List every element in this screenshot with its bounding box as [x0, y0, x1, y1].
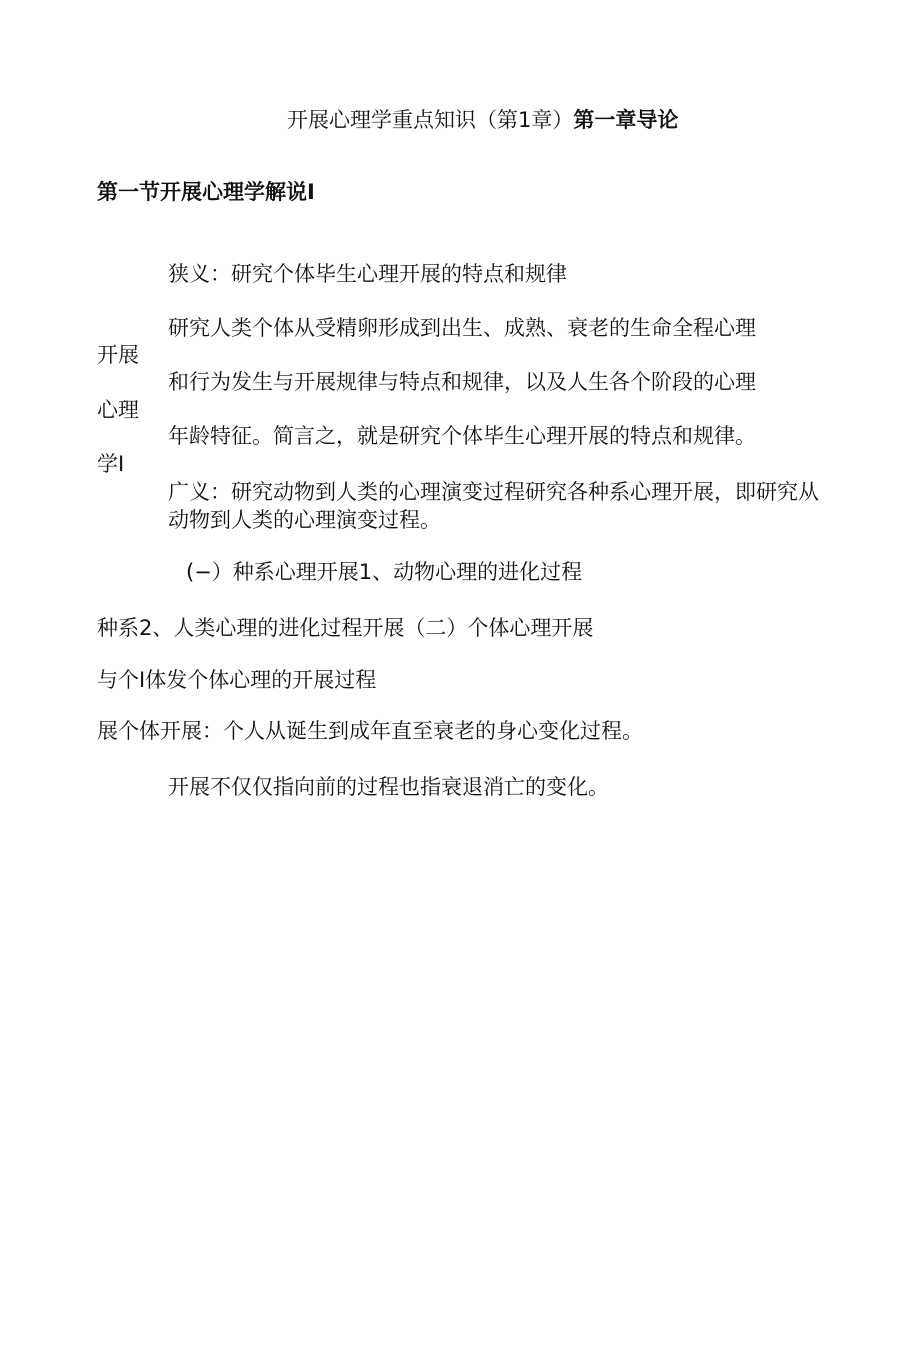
- definition-line-3: 年龄特征。简言之，就是研究个体毕生心理开展的特点和规律。: [168, 424, 756, 448]
- title-prefix: 开展心理学重点知识（第1章）: [287, 108, 574, 132]
- broad-definition: 广义：研究动物到人类的心理演变过程研究各种系心理开展，即研究从动物到人类的心理演变过程。: [168, 480, 819, 532]
- page-title: [287, 106, 678, 134]
- development-note: 开展不仅仅指向前的过程也指衰退消亡的变化。: [168, 775, 609, 799]
- title-chapter: 第一章导论: [573, 108, 679, 132]
- individual-line: 与个I体发个体心理的开展过程: [97, 668, 377, 692]
- narrow-definition: 狭义：研究个体毕生心理开展的特点和规律: [168, 262, 567, 286]
- side-label-3: 学I: [97, 452, 125, 476]
- side-label-2: 心理: [97, 398, 139, 422]
- section-heading: 第一节开展心理学解说I: [97, 180, 315, 204]
- individual-development-line: 展个体开展：个人从诞生到成年直至衰老的身心变化过程。: [97, 719, 643, 743]
- species-line: 种系2、人类心理的进化过程开展（二）个体心理开展: [97, 616, 594, 640]
- definition-line-1: 研究人类个体从受精卵形成到出生、成熟、衰老的生命全程心理: [168, 316, 756, 340]
- side-label-1: 开展: [97, 343, 139, 367]
- list-item-species-one: (−）种系心理开展1、动物心理的进化过程: [186, 560, 583, 584]
- definition-line-2: 和行为发生与开展规律与特点和规律，以及人生各个阶段的心理: [168, 370, 756, 394]
